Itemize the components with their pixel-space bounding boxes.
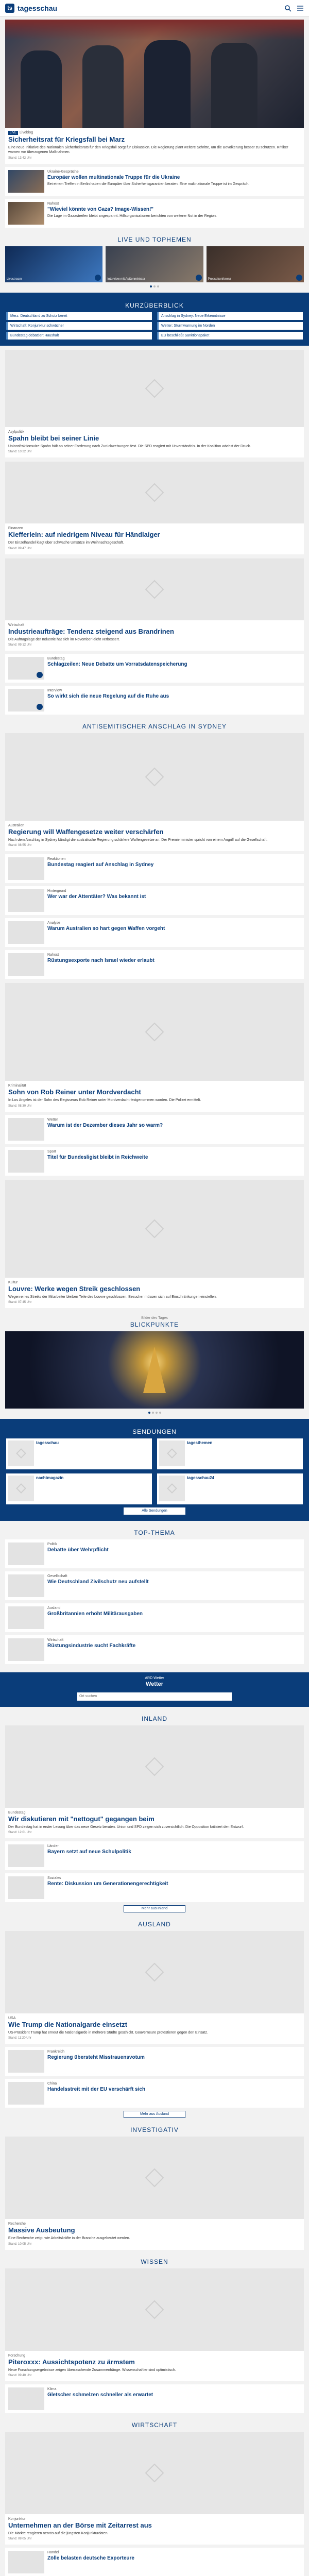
video-label: Pressekonferenz (208, 277, 231, 281)
article-thumbnail (8, 202, 44, 225)
article-headline[interactable]: Bundestag reagiert auf Anschlag in Sydney (47, 862, 154, 868)
article-headline[interactable]: Louvre: Werke wegen Streik geschlossen (8, 1284, 141, 1293)
section-title-sydney: ANTISEMITISCHER ANSCHLAG IN SYDNEY (82, 722, 227, 730)
article-image-placeholder (5, 350, 304, 427)
article-card[interactable] (5, 733, 304, 851)
kurzueberblick-item[interactable]: Anschlag in Sydney: Neue Erkenntnisse (157, 312, 303, 320)
article-card[interactable] (5, 2268, 304, 2381)
list-item[interactable] (5, 1873, 304, 1902)
play-icon[interactable] (296, 275, 302, 281)
article-tag: Hintergrund (47, 889, 66, 893)
article-meta: Stand: 09:40 Uhr (8, 2374, 32, 2378)
article-teaser: Die Auftragslage der Industrie hat sich im November leicht verbessert. (8, 637, 120, 641)
list-item[interactable] (5, 167, 304, 196)
article-image-placeholder (5, 462, 304, 523)
hero-tag: Liveblog (20, 131, 33, 134)
article-teaser: Die Lage im Gazastreifen bleibt angespannt. Hilfsorganisationen berichten von weiterer Not in der Region. (47, 214, 217, 218)
article-meta: Stand: 10:22 Uhr (8, 450, 32, 454)
article-meta: Stand: 08:30 Uhr (8, 1104, 32, 1108)
list-item[interactable] (5, 654, 304, 683)
kurzueberblick-item[interactable]: Merz: Deutschland zu Schutz bereit (6, 312, 152, 320)
article-tag: Finanzen (8, 527, 23, 531)
sendung-label: tagesschau24 (187, 1476, 214, 1481)
list-item[interactable] (5, 1115, 304, 1144)
play-icon[interactable] (37, 704, 43, 710)
section-title-live: LIVE UND TOPHEMEN (117, 235, 192, 243)
list-item[interactable] (5, 854, 304, 883)
article-teaser: Bei einem Treffen in Berlin haben die Europäer über Sicherheitsgarantien beraten. Eine multinationale Truppe ist im Gespräch. (47, 182, 250, 187)
article-thumbnail (8, 1844, 44, 1867)
article-tag: Frankreich (47, 2050, 65, 2054)
article-headline[interactable]: Sohn von Rob Reiner unter Mordverdacht (8, 1088, 141, 1096)
section-title-topthema: TOP-THEMA (134, 1529, 175, 1537)
article-meta: Stand: 09:47 Uhr (8, 547, 32, 550)
article-tag: Recherche (8, 2222, 26, 2226)
section-title-wirtschaft: WIRTSCHAFT (131, 2421, 178, 2429)
article-image-placeholder (5, 2268, 304, 2351)
article-headline[interactable]: Warum Australien so hart gegen Waffen vorgeht (47, 926, 165, 932)
blickpunkte-kicker: Bilder des Tages (141, 1316, 168, 1320)
blickpunkte-image[interactable] (5, 1331, 304, 1409)
article-headline[interactable]: So wirkt sich die neue Regelung auf die Ruhe aus (47, 693, 169, 699)
kurzueberblick-item[interactable]: Bundestag debattiert Haushalt (6, 332, 152, 340)
article-thumbnail (8, 2082, 44, 2105)
list-item[interactable] (5, 199, 304, 228)
carousel-dots[interactable] (0, 285, 309, 287)
video-item[interactable] (207, 246, 304, 282)
article-thumbnail (8, 1118, 44, 1141)
section-title-investigativ: INVESTIGATIV (130, 2126, 179, 2134)
article-headline[interactable]: Massive Ausbeutung (8, 2226, 75, 2234)
article-headline[interactable]: Debatte über Wehrpflicht (47, 1547, 109, 1553)
list-item[interactable] (5, 1147, 304, 1176)
article-card[interactable] (5, 1931, 304, 2044)
wetter-kicker: ARD Wetter (145, 1676, 164, 1681)
article-image-placeholder (5, 1931, 304, 2013)
article-meta: Stand: 09:05 Uhr (8, 2537, 32, 2541)
article-meta: Stand: 09:12 Uhr (8, 643, 32, 647)
article-thumbnail (8, 1150, 44, 1173)
article-headline[interactable]: Bayern setzt auf neue Schulpolitik (47, 1849, 131, 1855)
article-card[interactable] (5, 2137, 304, 2249)
article-tag: Politik (47, 1543, 57, 1547)
article-teaser: Nach dem Anschlag in Sydney kündigt die australische Regierung schärfere Waffengesetze an. Der Premierminister spricht von einem Angriff auf die Gesellschaft. (8, 838, 268, 842)
wetter-search-input[interactable] (77, 1692, 232, 1701)
article-thumbnail (8, 1606, 44, 1629)
article-tag: Interview (47, 688, 62, 692)
section-title-wissen: WISSEN (141, 2258, 168, 2265)
hero-article[interactable] (5, 20, 304, 164)
article-headline[interactable]: Spahn bleibt bei seiner Linie (8, 434, 99, 442)
sendungen-block (0, 1419, 309, 1521)
top-bar (0, 0, 309, 16)
hero-image (5, 20, 304, 128)
article-thumbnail (8, 921, 44, 944)
article-headline[interactable]: Rüstungsexporte nach Israel wieder erlaubt (47, 958, 154, 964)
list-item[interactable] (5, 1635, 304, 1664)
article-meta: Stand: 12:01 Uhr (8, 1831, 32, 1834)
list-item[interactable] (5, 1841, 304, 1870)
sendung-label: tagesthemen (187, 1440, 213, 1446)
carousel-dots[interactable] (0, 1412, 309, 1414)
sendung-item[interactable] (6, 1473, 152, 1504)
article-headline[interactable]: Europäer wollen multinationale Truppe für die Ukraine (47, 174, 180, 180)
article-teaser: In Los Angeles ist der Sohn des Regisseurs Rob Reiner unter Mordverdacht festgenommen worden. Die Polizei ermittelt. (8, 1098, 201, 1103)
list-item[interactable] (5, 2548, 304, 2576)
article-thumbnail (8, 953, 44, 976)
kurzueberblick-item[interactable]: Wetter: Sturmwarnung im Norden (157, 322, 303, 330)
article-image-placeholder (5, 2137, 304, 2219)
article-meta: Stand: 07:45 Uhr (8, 1301, 32, 1304)
article-tag: Nahost (47, 201, 59, 206)
list-item[interactable] (5, 1571, 304, 1600)
live-video-strip (0, 246, 309, 282)
section-title-blickpunkte: BLICKPUNKTE (130, 1321, 179, 1329)
article-headline[interactable]: Titel für Bundesligist bleibt in Reichweite (47, 1154, 148, 1160)
article-tag: Wetter (47, 1117, 58, 1122)
wetter-title: Wetter (145, 1681, 164, 1688)
article-meta: Stand: 11:20 Uhr (8, 2037, 31, 2040)
article-image-placeholder (5, 733, 304, 821)
more-inland-button[interactable]: Mehr aus Inland (124, 1905, 185, 1912)
list-item[interactable] (5, 686, 304, 715)
article-headline[interactable]: Industrieaufträge: Tendenz steigend aus Brandrinen (8, 627, 174, 635)
article-tag: Forschung (8, 2353, 26, 2358)
article-thumbnail (8, 1543, 44, 1565)
article-card[interactable] (5, 462, 304, 554)
hero-teaser: Eine neue Initiative des Nationalen Sicherheitsrats für den Kriegsfall sorgt für Diskussion. Die Regierung plant weitere Schritte, um die Bevölkerung besser zu schützen. Kritiker warnen vor überzogenen Maßnahmen. (8, 145, 288, 155)
sendung-label: tagesschau (36, 1440, 59, 1446)
article-tag: Nahost (47, 953, 59, 957)
article-thumbnail (8, 1638, 44, 1661)
article-headline[interactable]: Warum ist der Dezember dieses Jahr so warm? (47, 1122, 163, 1128)
section-title-ausland: AUSLAND (138, 1920, 171, 1928)
article-card[interactable] (5, 2432, 304, 2545)
article-teaser: Neue Forschungsergebnisse zeigen überraschende Zusammenhänge. Wissenschaftler sind optimistisch. (8, 2368, 176, 2372)
article-teaser: Die Märkte reagieren nervös auf die jüngsten Konjunkturdaten. (8, 2532, 109, 2535)
article-teaser: US-Präsident Trump hat erneut die Nationalgarde in mehrere Städte geschickt. Gouverneure protestieren gegen den Einsatz. (8, 2030, 208, 2035)
article-thumbnail (8, 2387, 44, 2410)
article-card[interactable] (5, 350, 304, 457)
article-headline[interactable]: Rente: Diskussion um Generationengerechtigkeit (47, 1880, 168, 1887)
play-icon[interactable] (196, 275, 202, 281)
article-teaser: Eine Recherche zeigt, wie Arbeitskräfte in der Branche ausgebeutet werden. (8, 2236, 130, 2241)
article-tag: Soziales (47, 1876, 61, 1880)
article-headline[interactable]: Kiefferlein: auf niedrigem Niveau für Händlaiger (8, 531, 160, 539)
video-label: Interview mit Außenminister (107, 277, 146, 281)
article-headline[interactable]: Gletscher schmelzen schneller als erwartet (47, 2392, 153, 2398)
brand-name: tagesschau (18, 4, 58, 12)
article-tag: Asylpolitik (8, 430, 25, 434)
article-headline[interactable]: Rüstungsindustrie sucht Fachkräfte (47, 1643, 136, 1649)
article-card[interactable] (5, 983, 304, 1111)
sendung-label: nachtmagazin (36, 1476, 64, 1481)
article-headline[interactable]: Zölle belasten deutsche Exporteure (47, 2555, 134, 2562)
list-item[interactable] (5, 2384, 304, 2413)
article-tag: Handel (47, 2551, 59, 2555)
article-headline[interactable]: Regierung übersteht Misstrauensvotum (47, 2055, 145, 2061)
article-thumbnail (8, 857, 44, 880)
article-headline[interactable]: Großbritannien erhöht Militärausgaben (47, 1611, 143, 1617)
article-image-placeholder (5, 1725, 304, 1808)
list-item[interactable] (5, 2079, 304, 2108)
section-title-inland: INLAND (141, 1715, 167, 1722)
article-tag: Wirtschaft (47, 1638, 64, 1642)
article-headline[interactable]: "Wieviel könnte von Gaza? Image-Wissen!" (47, 206, 154, 212)
article-teaser: Wegen eines Streiks der Mitarbeiter bleiben Teile des Louvre geschlossen. Besucher müssen sich auf Einschränkungen einstellen. (8, 1295, 217, 1299)
article-tag: Australien (8, 823, 25, 827)
section-title-sendungen: SENDUNGEN (132, 1428, 177, 1436)
live-badge: LIVE (8, 131, 18, 135)
article-tag: Gesellschaft (47, 1574, 67, 1579)
article-tag: Analyse (47, 921, 60, 925)
list-item[interactable] (5, 2047, 304, 2076)
article-meta: Stand: 08:55 Uhr (8, 844, 32, 848)
video-label: Livestream (7, 277, 22, 281)
article-tag: China (47, 2082, 57, 2086)
article-tag: Reaktionen (47, 857, 66, 861)
article-thumbnail (8, 2050, 44, 2073)
article-thumbnail (8, 657, 44, 680)
sendung-item[interactable] (157, 1438, 303, 1469)
article-thumbnail (8, 889, 44, 912)
list-item[interactable] (5, 886, 304, 915)
article-tag: Bundestag (8, 1810, 26, 1815)
article-tag: Sport (47, 1149, 56, 1154)
article-tag: Ausland (47, 1606, 61, 1611)
list-item[interactable] (5, 1539, 304, 1568)
article-teaser: Unionsfraktionsvize Spahn hält an seiner Forderung nach Zurückweisungen fest. Die SPD reagiert mit Unverständnis. In der Koalition wächst der Druck. (8, 444, 251, 448)
article-tag: Bundestag (47, 656, 65, 660)
play-icon[interactable] (37, 672, 43, 678)
article-thumbnail (8, 1574, 44, 1597)
article-thumbnail (8, 170, 44, 193)
kurzueberblick-item[interactable]: Wirtschaft: Konjunktur schwächer (6, 322, 152, 330)
article-headline[interactable]: Schlagzeilen: Neue Debatte um Vorratsdatenspeicherung (47, 661, 187, 667)
article-tag: Wirtschaft (8, 623, 25, 627)
article-headline[interactable]: Piteroxxx: Aussichtspotenz zu ärmstem (8, 2358, 135, 2366)
article-meta: Stand: 10:05 Uhr (8, 2242, 32, 2246)
kurzueberblick-item[interactable]: EU beschließt Sanktionspaket (157, 332, 303, 340)
article-teaser: Der Einzelhandel klagt über schwache Umsätze im Weihnachtsgeschäft. (8, 541, 124, 545)
video-item[interactable] (5, 246, 102, 282)
article-tag: Ukraine-Gespräche (47, 170, 79, 174)
article-headline[interactable]: Handelsstreit mit der EU verschärft sich (47, 2087, 146, 2093)
article-image-placeholder (5, 1180, 304, 1278)
hero-headline[interactable]: Sicherheitsrat für Kriegsfall bei Marz (8, 135, 125, 143)
article-image-placeholder (5, 558, 304, 620)
article-thumbnail (8, 1876, 44, 1899)
play-icon[interactable] (95, 275, 101, 281)
article-headline[interactable]: Unternehmen an der Börse mit Zeitarrest aus (8, 2521, 152, 2530)
article-thumbnail (8, 689, 44, 711)
article-image-placeholder (5, 983, 304, 1081)
article-card[interactable] (5, 558, 304, 651)
list-item[interactable] (5, 950, 304, 979)
article-headline[interactable]: Wie Trump die Nationalgarde einsetzt (8, 2020, 128, 2028)
article-headline[interactable]: Wir diskutieren mit "nettogut" gegangen beim (8, 1815, 154, 1823)
brand[interactable] (5, 4, 57, 13)
article-thumbnail (8, 2551, 44, 2573)
wetter-block (0, 1672, 309, 1707)
article-card[interactable] (5, 1180, 304, 1308)
hero-meta: Stand: 13:42 Uhr (8, 156, 32, 160)
article-card[interactable] (5, 1725, 304, 1838)
article-tag: Länder (47, 1844, 59, 1848)
article-tag: Klima (47, 2387, 57, 2392)
list-item[interactable] (5, 1603, 304, 1632)
more-ausland-button[interactable]: Mehr aus Ausland (124, 2111, 185, 2118)
article-tag: Kultur (8, 1280, 18, 1284)
article-headline[interactable]: Wie Deutschland Zivilschutz neu aufstellt (47, 1579, 149, 1585)
article-tag: Konjunktur (8, 2517, 26, 2521)
article-image-placeholder (5, 2432, 304, 2514)
menu-icon[interactable] (297, 5, 304, 12)
sendung-item[interactable] (157, 1473, 303, 1504)
search-icon[interactable] (284, 5, 291, 12)
section-title-kurzueberblick: KURZÜBERBLICK (125, 301, 184, 309)
article-headline[interactable]: Wer war der Attentäter? Was bekannt ist (47, 894, 146, 900)
more-sendungen-button[interactable]: Alle Sendungen (124, 1507, 185, 1515)
brand-logo: ts (5, 4, 14, 13)
list-item[interactable] (5, 918, 304, 947)
article-tag: USA (8, 2016, 16, 2020)
article-tag: Kriminalität (8, 1084, 26, 1088)
sendung-item[interactable] (6, 1438, 152, 1469)
kurzueberblick-block (0, 293, 309, 346)
article-teaser: Der Bundestag hat in erster Lesung über das neue Gesetz beraten. Union und SPD zeigen sich zuversichtlich. Die Opposition kritisiert den Entwurf. (8, 1825, 244, 1829)
article-headline[interactable]: Regierung will Waffengesetze weiter verschärfen (8, 827, 164, 836)
video-item[interactable] (106, 246, 203, 282)
